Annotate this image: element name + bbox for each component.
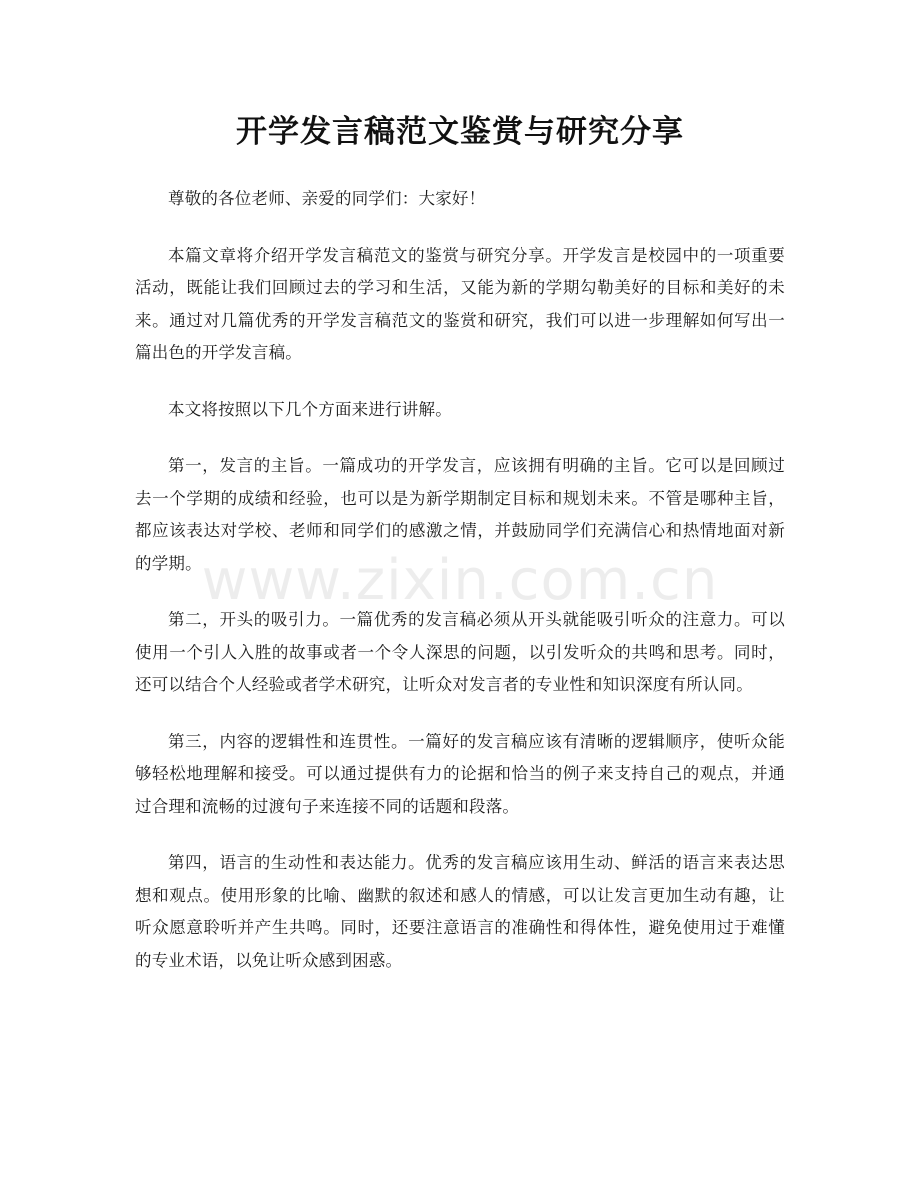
paragraph-point-2: 第二，开头的吸引力。一篇优秀的发言稿必须从开头就能吸引听众的注意力。可以使用一个引人入胜的故事或者一个令人深思的问题，以引发听众的共鸣和思考。同时，还可以结合个人经验或者学术研究，让听众对发言者的专业性和知识深度有所认同。	[135, 610, 785, 694]
paragraph-intro: 本篇文章将介绍开学发言稿范文的鉴赏与研究分享。开学发言是校园中的一项重要活动，既能让我们回顾过去的学习和生活，又能为新的学期勾勒美好的目标和美好的未来。通过对几篇优秀的开学发言稿范文的鉴赏和研究，我们可以进一步理解如何写出一篇出色的开学发言稿。	[135, 245, 785, 362]
paragraph-point-1: 第一，发言的主旨。一篇成功的开学发言，应该拥有明确的主旨。它可以是回顾过去一个学期的成绩和经验，也可以是为新学期制定目标和规划未来。不管是哪种主旨，都应该表达对学校、老师和同学们的感激之情，并鼓励同学们充满信心和热情地面对新的学期。	[135, 456, 785, 573]
paragraph-greeting: 尊敬的各位老师、亲爱的同学们：大家好！	[168, 189, 486, 208]
paragraph-outline: 本文将按照以下几个方面来进行讲解。	[168, 399, 452, 419]
document-body	[135, 183, 785, 1001]
document-title: 开学发言稿范文鉴赏与研究分享	[236, 114, 684, 150]
watermark: www.zixin.com.cn	[201, 548, 719, 613]
paragraph-point-4: 第四，语言的生动性和表达能力。优秀的发言稿应该用生动、鲜活的语言来表达思想和观点。使用形象的比喻、幽默的叙述和感人的情感，可以让发言更加生动有趣，让听众愿意聆听并产生共鸣。同时，还要注意语言的准确性和得体性，避免使用过于难懂的专业术语，以免让听众感到困惑。	[135, 853, 785, 970]
paragraph-point-3: 第三，内容的逻辑性和连贯性。一篇好的发言稿应该有清晰的逻辑顺序，使听众能够轻松地理解和接受。可以通过提供有力的论据和恰当的例子来支持自己的观点，并通过合理和流畅的过渡句子来连接不同的话题和段落。	[135, 731, 785, 816]
